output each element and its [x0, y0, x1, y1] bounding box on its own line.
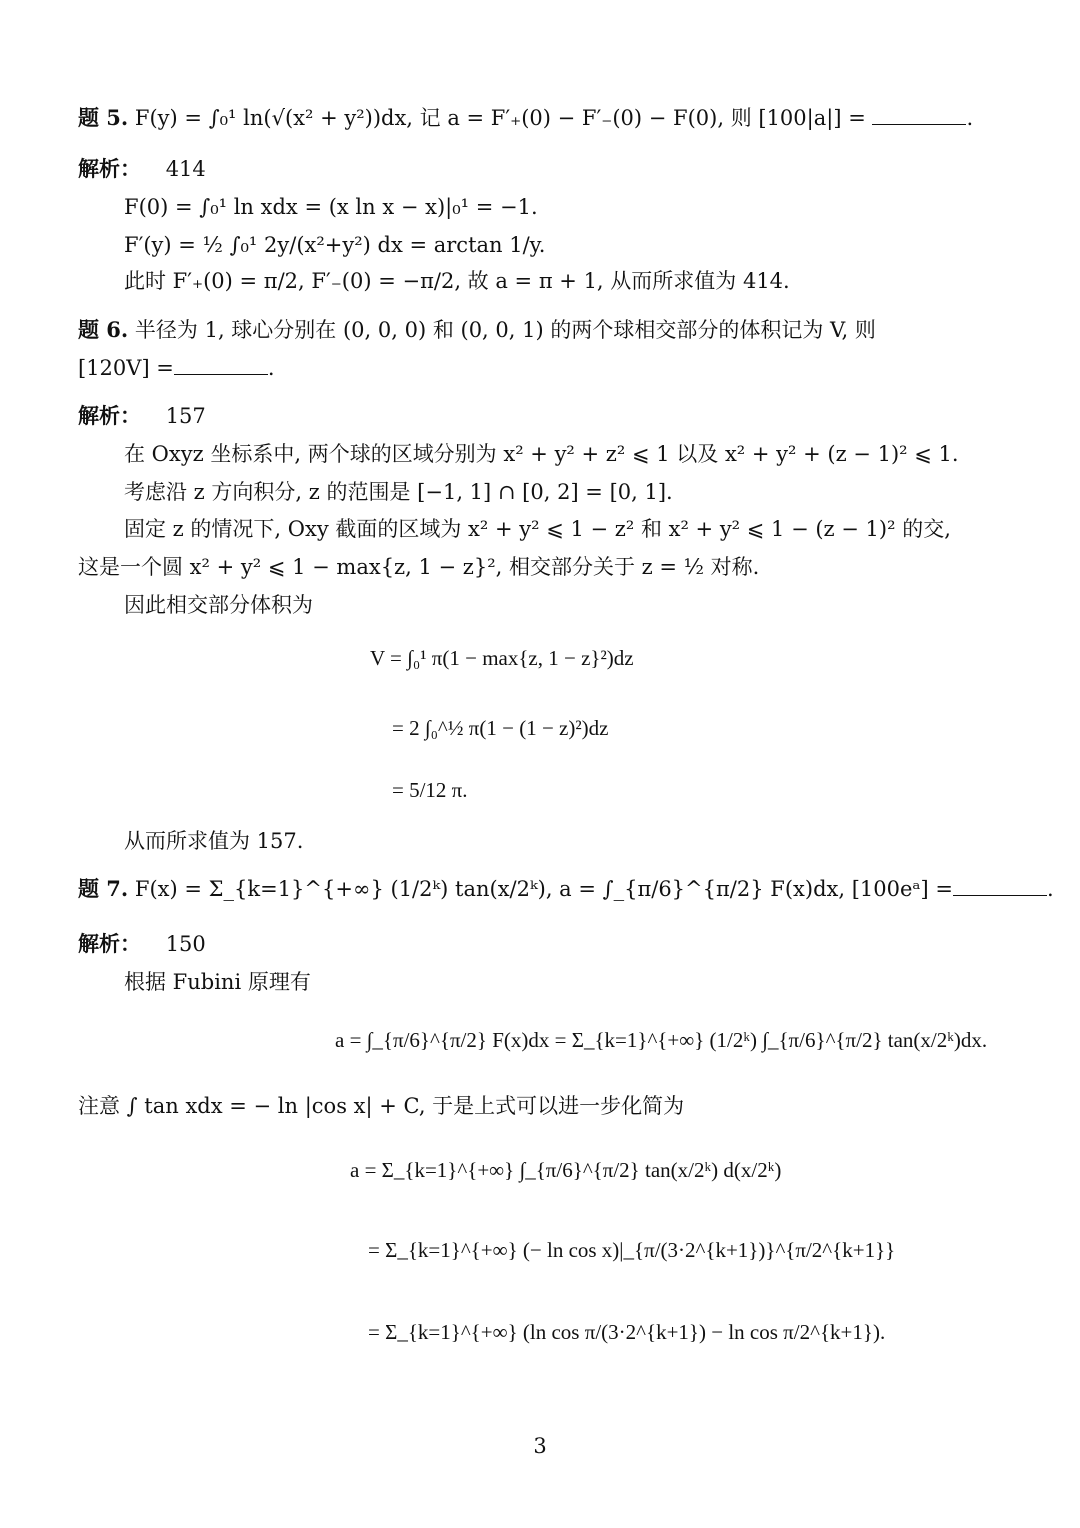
page-number: 3 [533, 1434, 547, 1458]
problem-6-period: . [267, 356, 275, 380]
solution-5-line-1: F(0) = ∫₀¹ ln xdx = (x ln x − x)|₀¹ = −1. [124, 195, 538, 219]
solution-5-line-2: F′(y) = ½ ∫₀¹ 2y/(x²+y²) dx = arctan 1/y. [124, 233, 546, 257]
simplify-equation-1: a = Σ_{k=1}^{+∞} ∫_{π/6}^{π/2} tan(x/2ᵏ) d(x/2ᵏ) [350, 1158, 782, 1182]
solution-6-line-6: 从而所求值为 157. [124, 829, 304, 853]
volume-equation-2: = 2 ∫₀^½ π(1 − (1 − z)²)dz [392, 716, 609, 740]
solution-5-label: 解析： [78, 156, 141, 181]
solution-7-header [78, 930, 206, 958]
solution-6-line-5: 因此相交部分体积为 [124, 593, 313, 617]
solution-6-line-1: 在 Oxyz 坐标系中, 两个球的区域分别为 x² + y² + z² ⩽ 1 以及 x² + y² + (z − 1)² ⩽ 1. [124, 442, 959, 466]
problem-6-stem-2: [120V] = [78, 356, 174, 380]
solution-5-header [78, 155, 206, 183]
solution-5-answer: 414 [165, 157, 206, 181]
problem-5-label: 题 5. [78, 105, 129, 130]
solution-7-line-2: 注意 ∫ tan xdx = − ln |cos x| + C, 于是上式可以进一步化简为 [78, 1094, 685, 1118]
problem-5-stem: F(y) = ∫₀¹ ln(√(x² + y²))dx, 记 a = F′₊(0) − F′₋(0) − F(0), 则 [100|a|] = [134, 106, 866, 130]
problem-6-statement [78, 316, 876, 344]
problem-5-period: . [966, 106, 974, 130]
solution-6-line-3: 固定 z 的情况下, Oxy 截面的区域为 x² + y² ⩽ 1 − z² 和 x² + y² ⩽ 1 − (z − 1)² 的交, [124, 517, 951, 541]
simplify-equation-3: = Σ_{k=1}^{+∞} (ln cos π/(3·2^{k+1}) − ln cos π/2^{k+1}). [368, 1320, 886, 1344]
solution-6-header [78, 402, 206, 430]
problem-7-stem: F(x) = Σ_{k=1}^{+∞} (1/2ᵏ) tan(x/2ᵏ), a = ∫_{π/6}^{π/2} F(x)dx, [100eᵃ] = [134, 877, 953, 901]
solution-6-answer: 157 [165, 404, 206, 428]
problem-6-statement-line-2 [78, 354, 275, 382]
solution-6-line-2: 考虑沿 z 方向积分, z 的范围是 [−1, 1] ∩ [0, 2] = [0, 1]. [124, 480, 673, 504]
problem-6-stem: 半径为 1, 球心分别在 (0, 0, 0) 和 (0, 0, 1) 的两个球相交部分的体积记为 V, 则 [134, 318, 876, 342]
problem-5-statement [78, 104, 973, 132]
solution-7-line-1: 根据 Fubini 原理有 [124, 970, 311, 994]
solution-6-line-4: 这是一个圆 x² + y² ⩽ 1 − max{z, 1 − z}², 相交部分关于 z = ½ 对称. [78, 555, 760, 579]
answer-blank [872, 106, 966, 125]
fubini-equation: a = ∫_{π/6}^{π/2} F(x)dx = Σ_{k=1}^{+∞} (1/2ᵏ) ∫_{π/6}^{π/2} tan(x/2ᵏ)dx. [335, 1028, 988, 1052]
problem-7-statement [78, 875, 1054, 903]
solution-6-label: 解析： [78, 403, 141, 428]
solution-5-line-3: 此时 F′₊(0) = π/2, F′₋(0) = −π/2, 故 a = π + 1, 从而所求值为 414. [124, 269, 790, 293]
problem-7-period: . [1046, 877, 1054, 901]
solution-7-label: 解析： [78, 931, 141, 956]
problem-6-label: 题 6. [78, 317, 129, 342]
answer-blank [174, 356, 268, 375]
simplify-equation-2: = Σ_{k=1}^{+∞} (− ln cos x)|_{π/(3·2^{k+1})}^{π/2^{k+1}} [368, 1238, 896, 1262]
problem-7-label: 题 7. [78, 876, 129, 901]
answer-blank [953, 877, 1047, 896]
solution-7-answer: 150 [165, 932, 206, 956]
volume-equation-3: = 5/12 π. [392, 778, 468, 802]
volume-equation-1: V = ∫₀¹ π(1 − max{z, 1 − z}²)dz [370, 646, 634, 670]
